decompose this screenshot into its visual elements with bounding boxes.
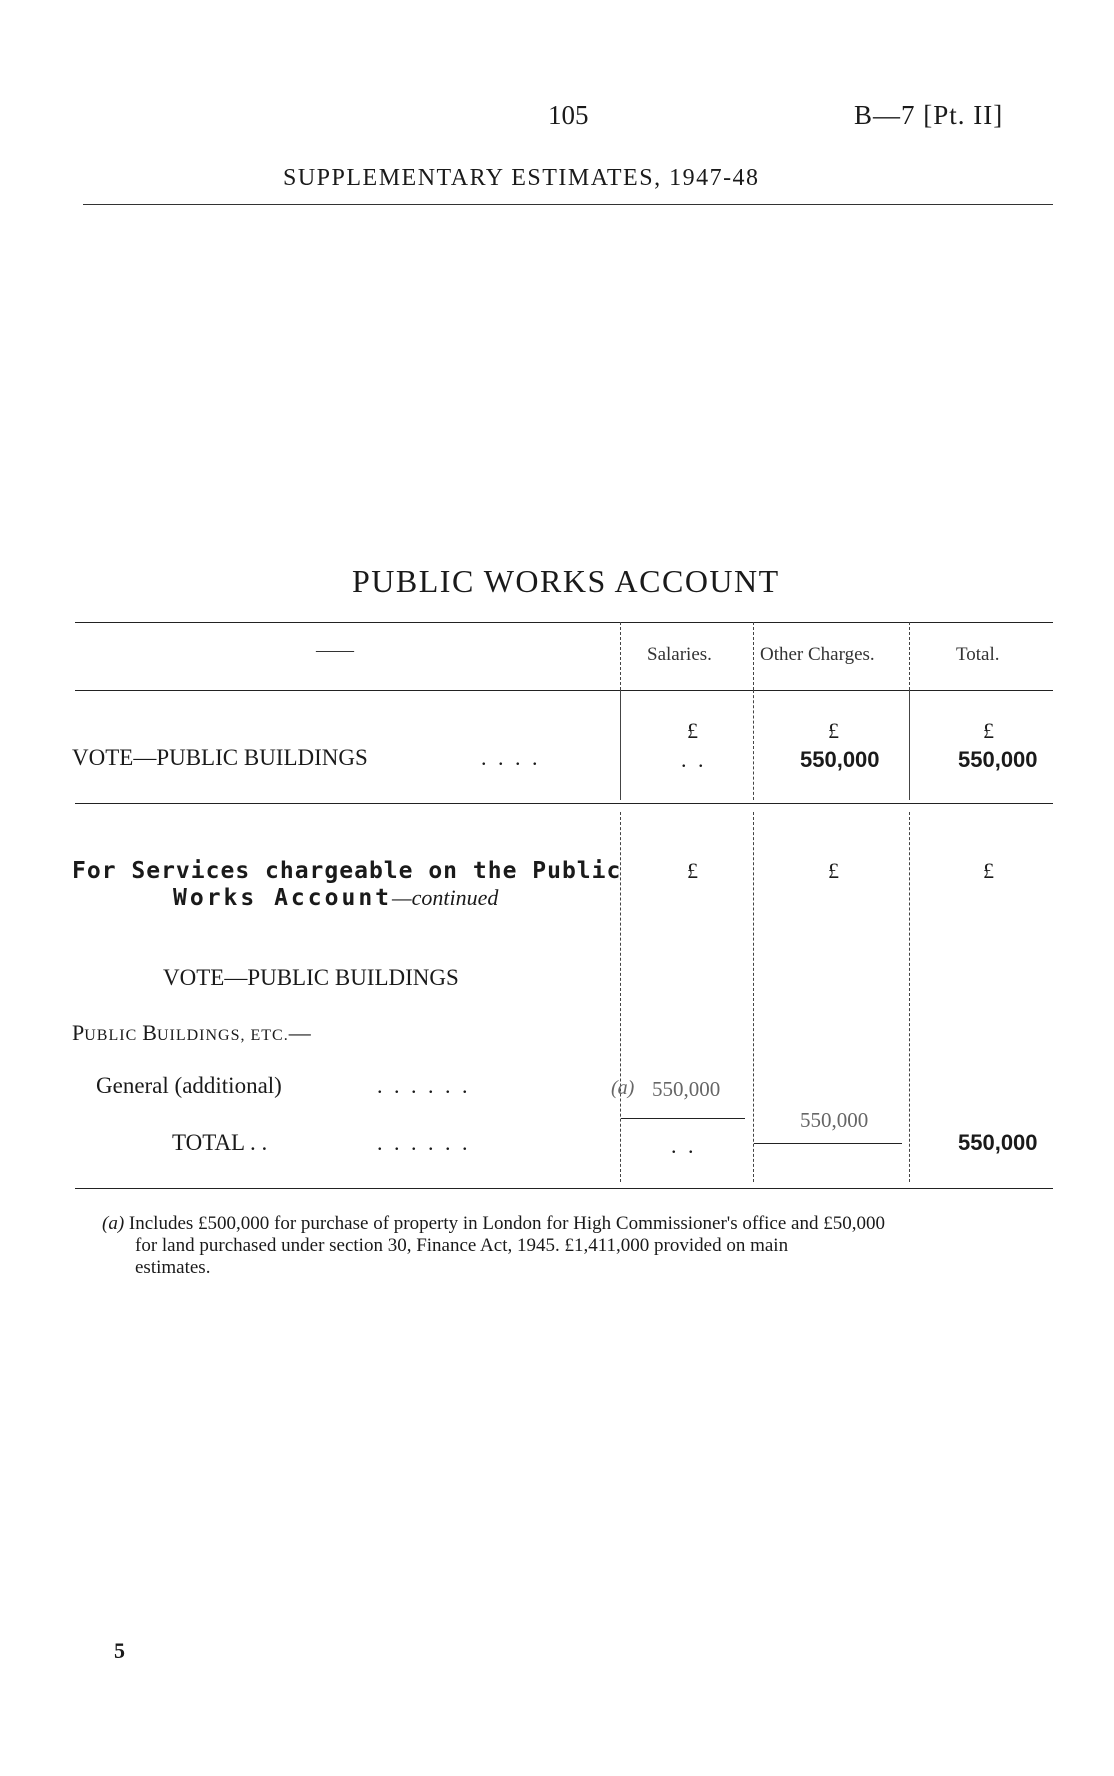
other-sum-rule (754, 1143, 902, 1144)
total-row-total: 550,000 (958, 1130, 1038, 1155)
col-rule (909, 812, 910, 1182)
total-row-leader: . . . . . . (377, 1130, 471, 1155)
col-rule (753, 812, 754, 1182)
general-row-label: General (additional) (96, 1073, 282, 1098)
currency-symbol: £ (983, 858, 994, 883)
general-row-other: 550,000 (800, 1108, 869, 1132)
footnote-marker: (a) (102, 1213, 125, 1234)
col-rule (909, 622, 910, 690)
general-row-salaries: 550,000 (652, 1077, 721, 1101)
salaries-sum-rule (621, 1118, 745, 1119)
currency-symbol: £ (828, 718, 839, 743)
services-heading-line1: For Services chargeable on the Public (72, 858, 622, 884)
footnote (102, 1213, 1062, 1279)
col-rule (753, 622, 754, 690)
general-row-leader: . . . . . . (377, 1073, 471, 1098)
general-row-note-marker: (a) (611, 1077, 635, 1099)
vote-row-other: 550,000 (800, 747, 880, 772)
document-title: SUPPLEMENTARY ESTIMATES, 1947-48 (283, 165, 760, 191)
col-rule (753, 690, 754, 800)
footnote-line3: estimates. (135, 1257, 211, 1278)
table-bottom-rule (75, 1188, 1053, 1189)
services-heading-bold: Works Account (173, 885, 393, 911)
currency-symbol: £ (983, 718, 994, 743)
header-bottom-rule (75, 690, 1053, 691)
public-buildings-subheading: PUBLIC BUILDINGS, ETC.— (72, 1020, 311, 1045)
currency-symbol: £ (828, 858, 839, 883)
vote-row-total: 550,000 (958, 747, 1038, 772)
col-header-total: Total. (956, 644, 1000, 665)
col-header-other: Other Charges. (760, 644, 875, 665)
col-rule (620, 622, 621, 690)
footer-page-number: 5 (114, 1638, 125, 1663)
total-row-label: TOTAL . . (172, 1130, 268, 1155)
table-top-rule (75, 622, 1053, 623)
vote-row-salaries: . . (681, 747, 707, 772)
col-rule (620, 690, 621, 800)
vote-heading: VOTE—PUBLIC BUILDINGS (163, 965, 459, 990)
total-row-salaries: . . (671, 1133, 697, 1158)
footnote-line2: for land purchased under section 30, Finance Act, 1945. £1,411,000 provided on main (135, 1235, 789, 1256)
col-header-salaries: Salaries. (647, 644, 712, 665)
document-reference: B—7 [Pt. II] (854, 100, 1004, 130)
services-heading-continued: —continued (392, 885, 499, 910)
col-header-blank: —— (316, 640, 354, 661)
vote-row-leader: . . . . (481, 745, 541, 770)
section-title: PUBLIC WORKS ACCOUNT (352, 563, 780, 599)
currency-symbol: £ (687, 718, 698, 743)
vote-row-label: VOTE—PUBLIC BUILDINGS (72, 745, 368, 770)
footnote-line1: Includes £500,000 for purchase of property in London for High Commissioner's office and £50,000 (128, 1213, 885, 1234)
page-number: 105 (548, 100, 589, 130)
currency-symbol: £ (687, 858, 698, 883)
header-rule (83, 204, 1053, 205)
services-heading-line2 (173, 885, 498, 911)
col-rule (909, 690, 910, 800)
vote-row-rule (75, 803, 1053, 804)
